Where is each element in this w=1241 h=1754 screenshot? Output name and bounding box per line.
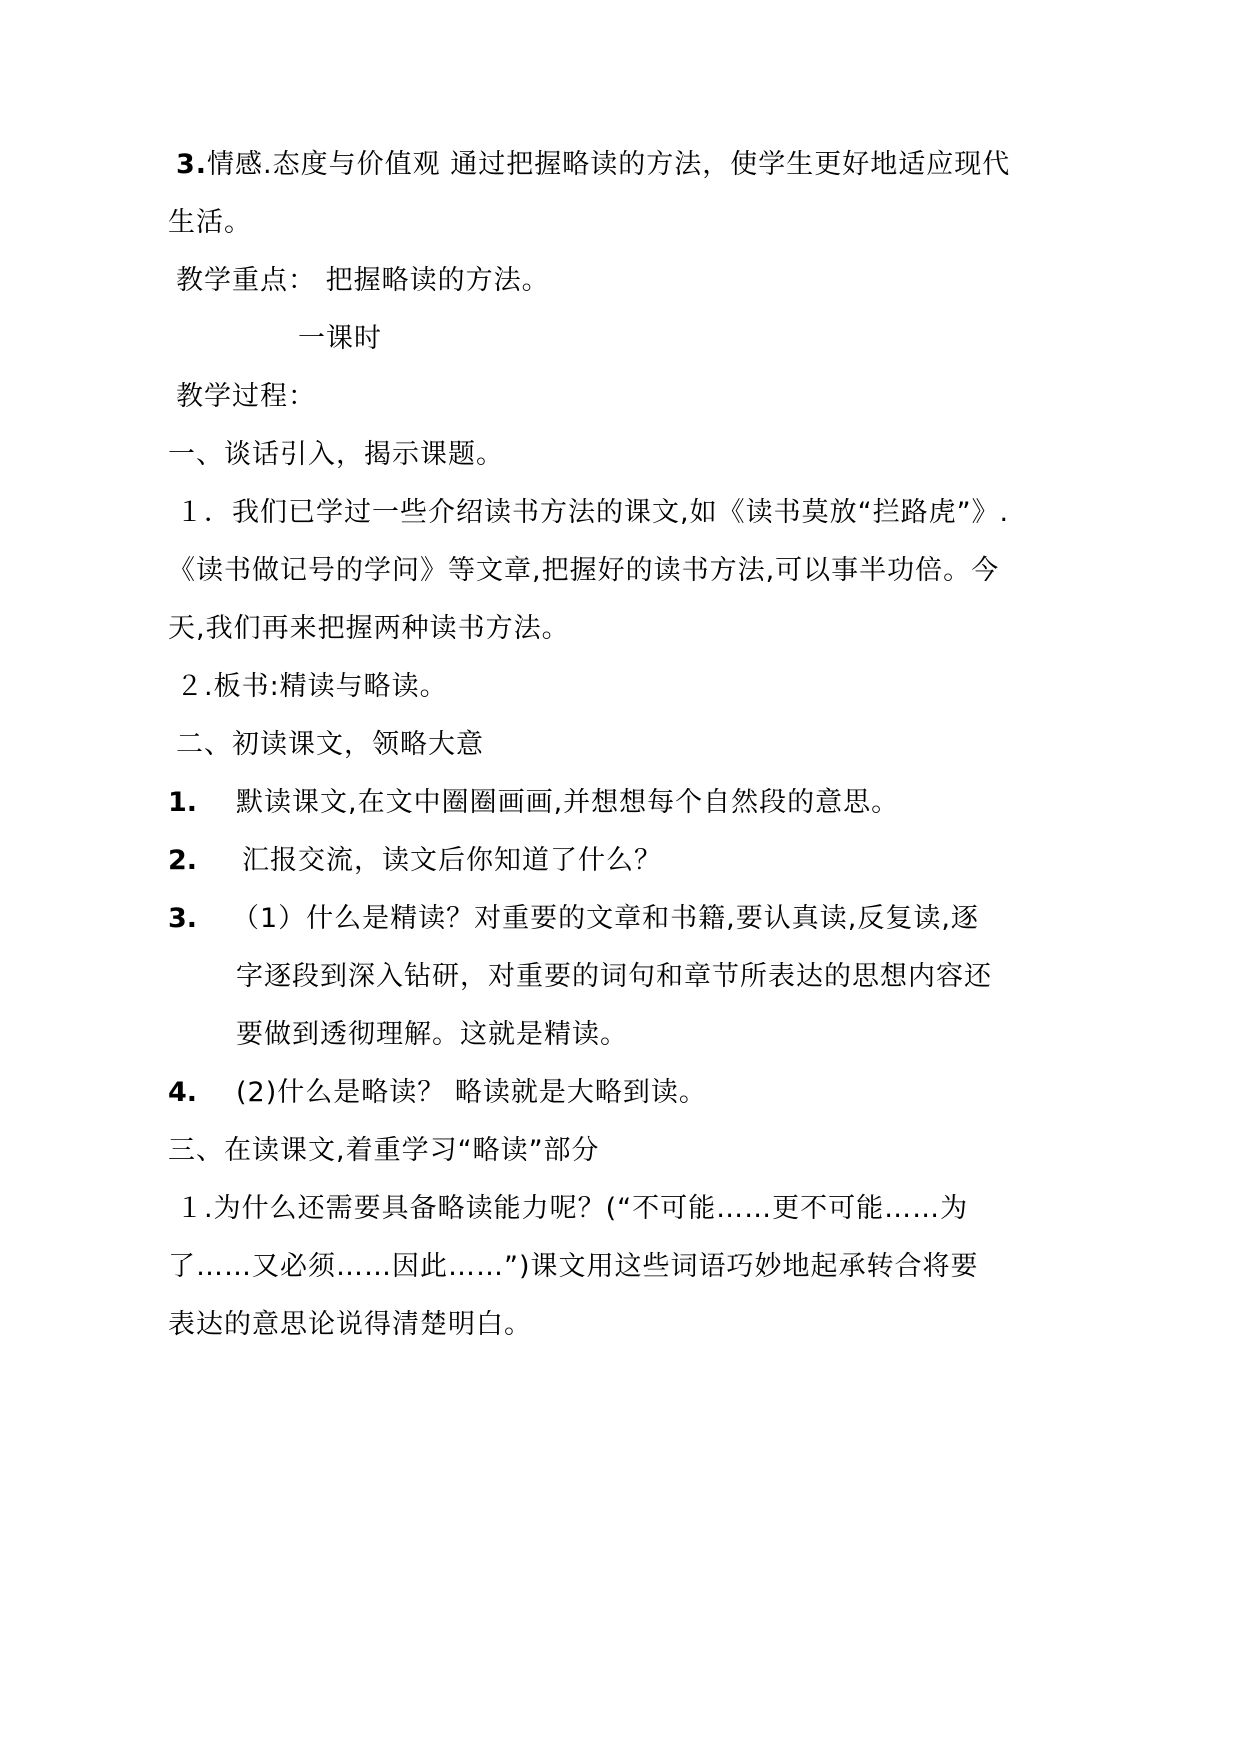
paragraph-line-7: １．我们已学过一些介绍读书方法的课文,如《读书莫放“拦路虎”》. (176, 497, 1010, 528)
tail-line-2: 了……又必须……因此……”)课文用这些词语巧妙地起承转合将要 (168, 1251, 979, 1282)
tail-line-3: 表达的意思论说得清楚明白。 (168, 1309, 532, 1340)
paragraph-line-8: 《读书做记号的学问》等文章,把握好的读书方法,可以事半功倍。今 (168, 555, 1000, 586)
list-item-3-cont-1: 字逐段到深入钻研，对重要的词句和章节所表达的思想内容还 (236, 961, 992, 992)
teaching-process-heading: 教学过程： (176, 381, 316, 412)
list-number-4: 4. (168, 1077, 198, 1108)
blackboard-note: ２.板书:精读与略读。 (176, 671, 448, 702)
section-one-heading: 一、谈话引入，揭示课题。 (168, 439, 504, 470)
list-item-2: 汇报交流，读文后你知道了什么？ (242, 845, 662, 876)
list-item-3-cont-2: 要做到透彻理解。这就是精读。 (236, 1019, 628, 1050)
list-item-4: (2)什么是略读？ 略读就是大略到读。 (236, 1077, 707, 1108)
list-number-2: 2. (168, 845, 198, 876)
section-three-heading: 三、在读课文,着重学习“略读”部分 (168, 1135, 600, 1166)
class-hours: 一课时 (298, 323, 382, 354)
item-number: 3. (176, 149, 208, 180)
teaching-focus: 教学重点： 把握略读的方法。 (176, 265, 550, 296)
paragraph-line-9: 天,我们再来把握两种读书方法。 (168, 613, 570, 644)
list-item-1: 默读课文,在文中圈圈画画,并想想每个自然段的意思。 (236, 787, 900, 818)
section-two-heading: 二、初读课文，领略大意 (176, 729, 484, 760)
tail-line-1: １.为什么还需要具备略读能力呢？(“不可能……更不可能……为 (176, 1193, 969, 1224)
paragraph-line-1 (176, 147, 1010, 183)
list-item-3: （1）什么是精读？对重要的文章和书籍,要认真读,反复读,逐 (232, 903, 979, 934)
list-number-1: 1. (168, 787, 198, 818)
line-text: 情感.态度与价值观 通过把握略读的方法，使学生更好地适应现代 (207, 149, 1011, 180)
paragraph-line-2: 生活。 (168, 207, 252, 238)
list-number-3: 3. (168, 903, 198, 934)
